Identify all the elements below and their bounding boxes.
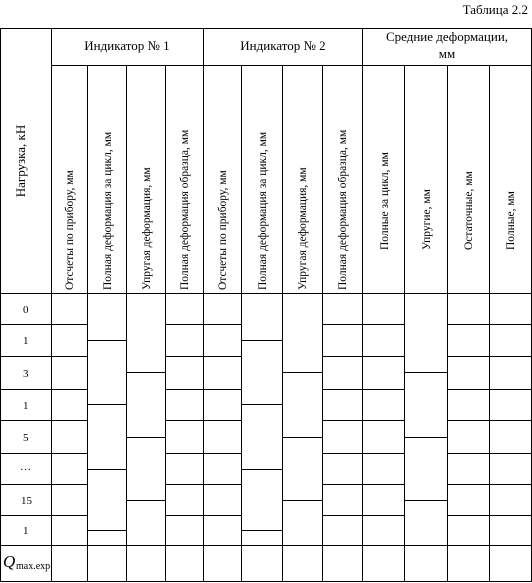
row-lines-full [0,325,532,546]
row-lines-cycle [87,341,282,546]
load-value-6: 15 [21,495,32,507]
col-header-avg-residual: Остаточные, мм [463,171,475,250]
group-title-indicator-1: Индикатор № 1 [84,38,170,53]
table-grid [0,28,532,582]
group-title-average-line2: мм [438,46,456,61]
table-caption: Таблица 2.2 [462,2,528,17]
load-value-3: 1 [23,400,29,412]
qmax-symbol: Q [3,552,16,571]
qmax-subscript: max.exp [16,561,51,572]
load-value-0: 0 [23,304,29,316]
col-header-avg-elastic: Упругие, мм [421,189,433,250]
load-value-1: 1 [23,335,29,347]
col-header-avg-cycle: Полные за цикл, мм [379,152,391,250]
col-header-ind2-readings: Отсчеты по прибору, мм [217,170,229,290]
col-header-ind1-cycle: Полная деформация за цикл, мм [102,131,114,290]
load-value-2: 3 [23,368,29,380]
load-header: Нагрузка, кН [13,124,28,198]
col-header-ind2-cycle: Полная деформация за цикл, мм [257,131,269,290]
col-header-ind1-readings: Отсчеты по прибору, мм [64,170,76,290]
col-header-avg-total: Полные, мм [505,191,517,250]
load-value-7: 1 [23,525,29,537]
group-title-average-line1: Средние деформации, [385,29,509,44]
col-header-ind2-total: Полная деформация образца, мм [337,129,349,290]
col-header-ind1-total: Полная деформация образца, мм [179,129,191,290]
load-value-4: 5 [23,432,29,444]
load-value-qmax [3,552,50,572]
col-header-ind2-elastic: Упругая деформация, мм [297,167,309,290]
col-header-ind1-elastic: Упругая деформация, мм [141,167,153,290]
group-title-indicator-2: Индикатор № 2 [240,38,326,53]
row-lines-elastic [126,373,447,546]
load-value-5: … [20,461,31,473]
